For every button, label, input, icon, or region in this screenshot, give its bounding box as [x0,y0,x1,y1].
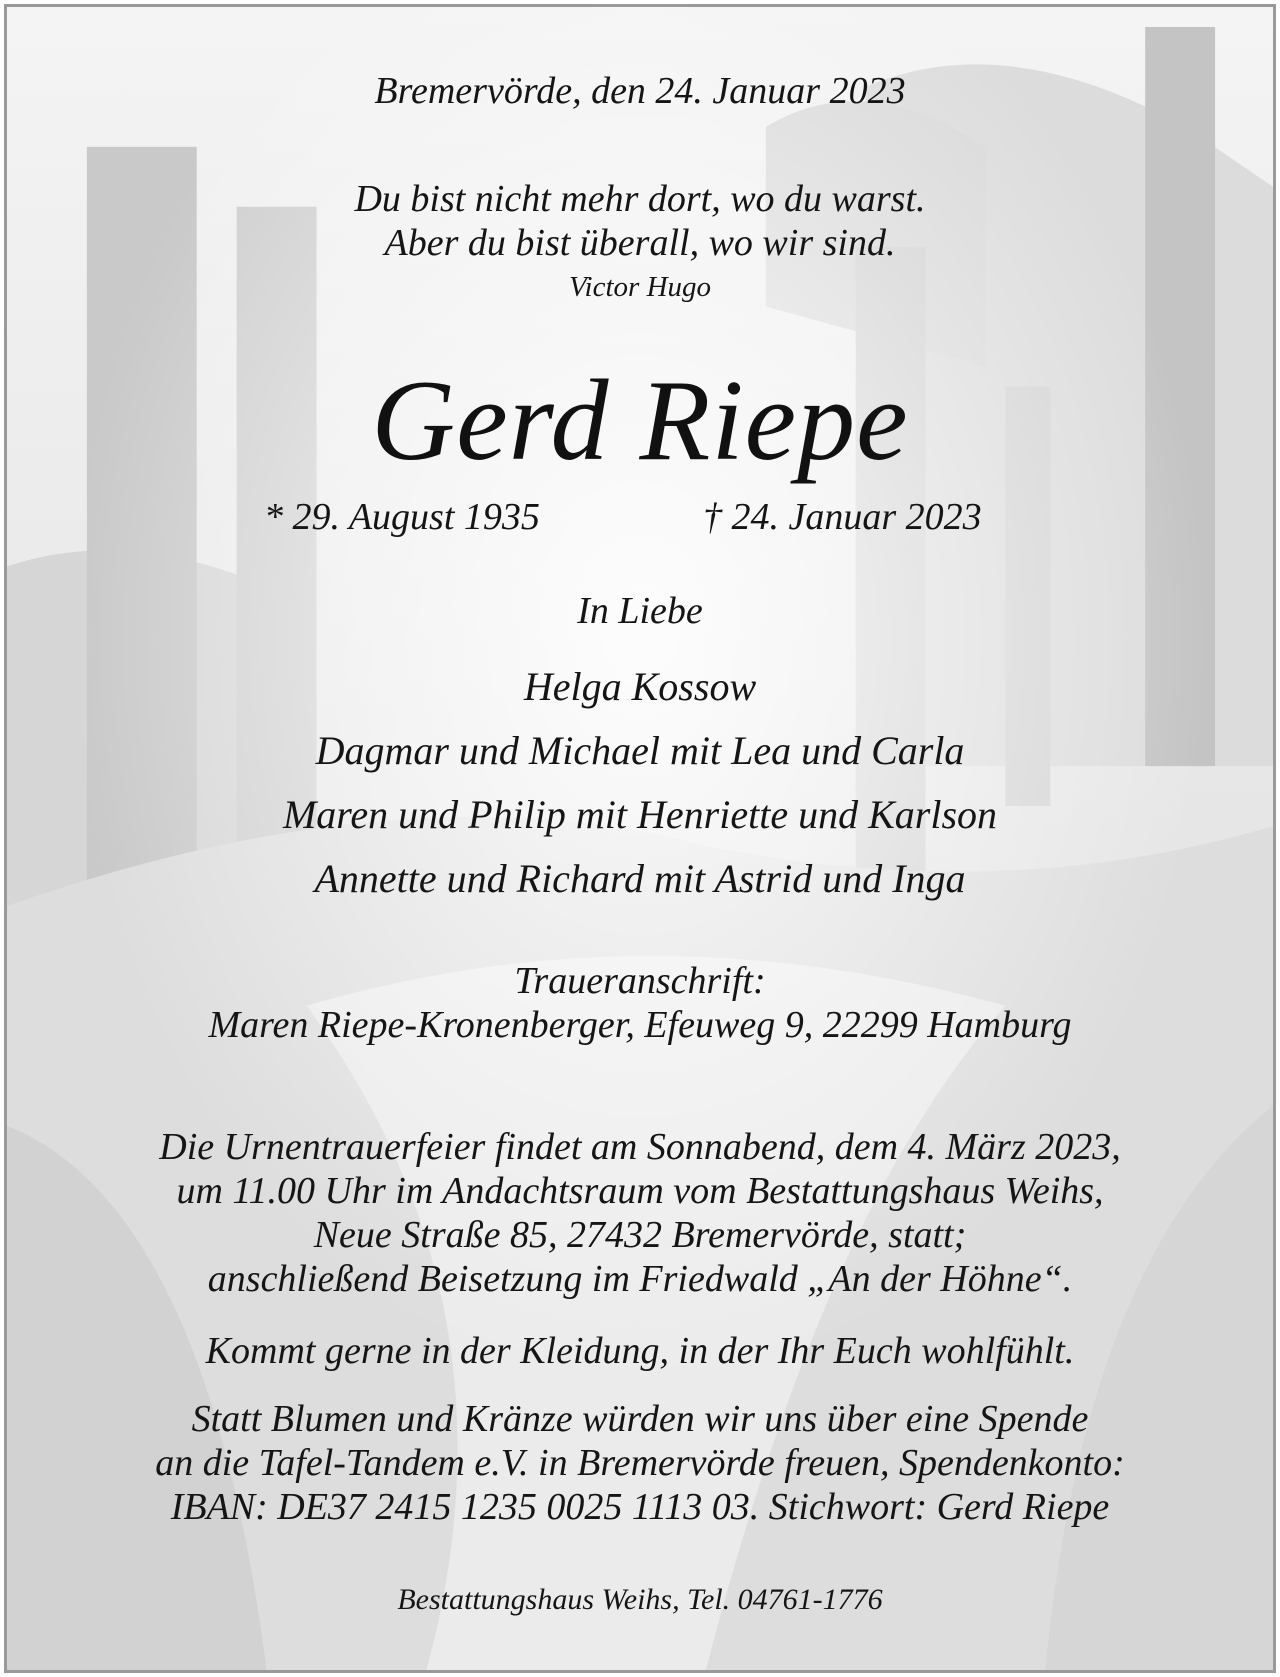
quote-line-2: Aber du bist überall, wo wir sind. [384,222,896,264]
dress-note: Kommt gerne in der Kleidung, in der Ihr Euch wohlfühlt. [205,1330,1075,1372]
quote-author: Victor Hugo [568,271,712,303]
ceremony-line: um 11.00 Uhr im Andachtsraum vom Bestattungshaus Weihs, [176,1170,1104,1212]
quote-line-1: Du bist nicht mehr dort, wo du warst. [354,178,926,220]
mourner-line: Annette und Richard mit Astrid und Inga [314,856,966,901]
place-date: Bremervörde, den 24. Januar 2023 [374,70,906,112]
ceremony-line: Neue Straße 85, 27432 Bremervörde, statt; [313,1214,967,1256]
in-love-heading: In Liebe [577,590,703,632]
address-value: Maren Riepe-Kronenberger, Efeuweg 9, 22299 Hamburg [208,1004,1072,1046]
donation-line: IBAN: DE37 2415 1235 0025 1113 03. Stichwort: Gerd Riepe [170,1486,1110,1528]
ceremony-line: anschließend Beisetzung im Friedwald „An der Höhne“. [207,1258,1073,1300]
death-date: † 24. Januar 2023 [703,496,982,538]
birth-date: * 29. August 1935 [264,496,540,538]
obituary-content [7,7,1273,1670]
obituary-frame [4,4,1276,1673]
deceased-name: Gerd Riepe [371,357,909,485]
address-label: Traueranschrift: [514,960,766,1002]
mourner-line: Helga Kossow [523,664,757,709]
funeral-home-footer: Bestattungshaus Weihs, Tel. 04761-1776 [397,1583,883,1616]
mourner-line: Dagmar und Michael mit Lea und Carla [315,728,965,773]
mourner-line: Maren und Philip mit Henriette und Karlson [282,792,998,837]
ceremony-line: Die Urnentrauerfeier findet am Sonnabend, dem 4. März 2023, [159,1126,1121,1168]
donation-line: an die Tafel-Tandem e.V. in Bremervörde freuen, Spendenkonto: [155,1442,1125,1484]
donation-line: Statt Blumen und Kränze würden wir uns über eine Spende [191,1398,1089,1440]
